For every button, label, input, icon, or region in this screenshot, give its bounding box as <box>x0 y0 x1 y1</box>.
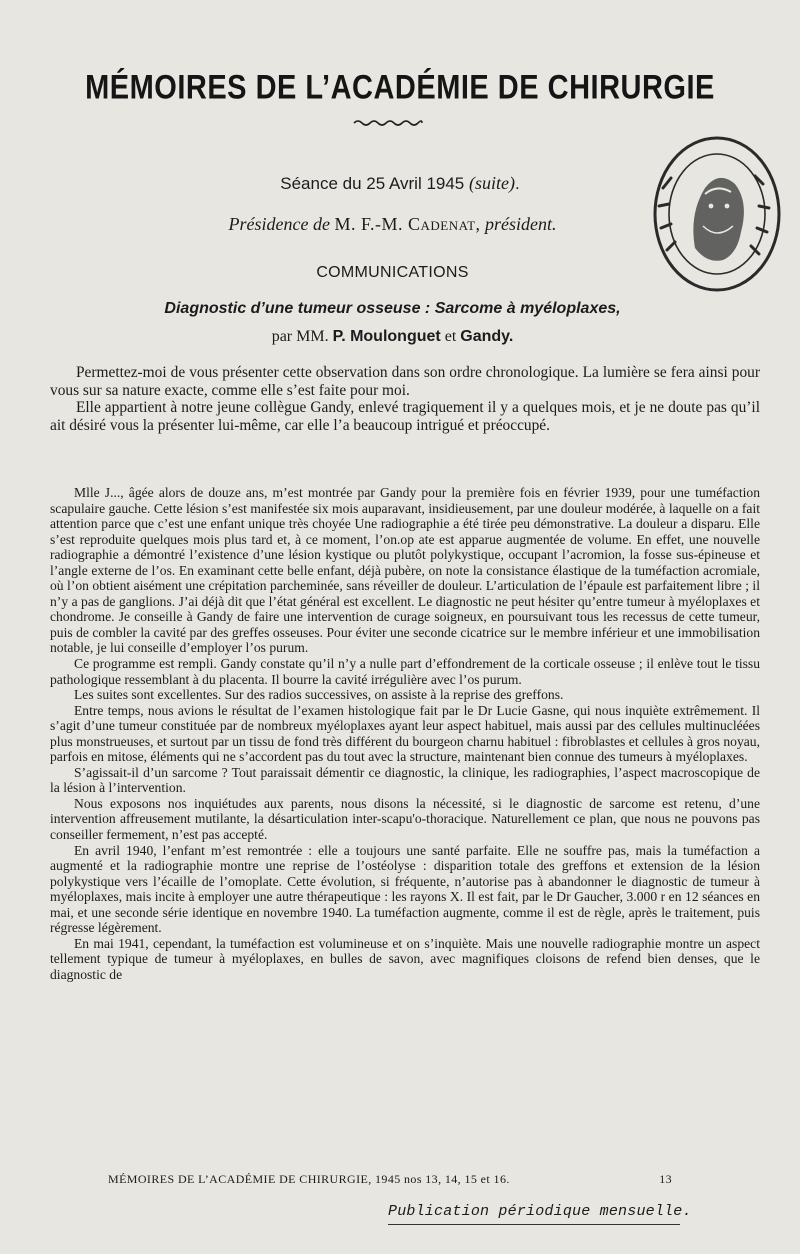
body-paragraph: Nous exposons nos inquiétudes aux parents, nous disons la nécessité, si le diagnostic de sarcome est retenu, d’une intervention affreusement mutilante, la désarticulation inter-scapu'o-thoracique. Naturellement ce plan, que nous ne pouvons pas conseiller fermement, n’est pas accepté. <box>50 795 760 843</box>
president-name: M. F.-M. Cadenat, <box>334 214 481 234</box>
president-role: président. <box>485 214 557 234</box>
running-footer <box>108 1172 788 1187</box>
body-paragraph: S’agissait-il d’un sarcome ? Tout paraissait démentir ce diagnostic, la clinique, les radiographies, l’aspect macroscopique de la lésion à l’intervention. <box>50 764 760 796</box>
footer-series: MÉMOIRES DE L’ACADÉMIE DE CHIRURGIE, 1945 nos 13, 14, 15 et 16. <box>108 1172 510 1186</box>
authors-prefix: par MM. <box>271 328 329 345</box>
journal-title: MÉMOIRES DE L’ACADÉMIE DE CHIRURGIE <box>85 69 715 107</box>
author-gandy: Gandy. <box>460 328 514 345</box>
intro-text <box>50 364 760 434</box>
body-paragraph: En avril 1940, l’enfant m’est remontrée : elle a toujours une santé parfaite. Elle ne souffre pas, mais la tuméfaction a augmenté et la radiographie montre une reprise de l’ostéolyse : disparition totale des greffons et extension de la lésion polykystique vers l’écaille de l’omoplate. Cette évolution, si fréquente, n’autorise pas à abandonner le diagnostic de tumeur à myéloplaxes, mais incite à employer une autre thérapeutique : les rayons X. Il est fait, par le Dr Gaucher, 3.000 r en 12 séances en mai, et une seconde série identique en novembre 1940. La tuméfaction augmente, comme il est de règle, après le traitement, puis régresse légèrement. <box>50 842 760 936</box>
body-paragraph: Mlle J..., âgée alors de douze ans, m’est montrée par Gandy pour la première fois en février 1939, pour une tuméfaction scapulaire gauche. Cette lésion s’est manifestée six mois auparavant, insidieusement, par une douleur modérée, à laquelle on a fait attention parce que c’est une enfant unique très choyée Une radiographie a été tirée peu démonstrative. La douleur a disparu. Elle s’est reproduite quelques mois plus tard et, à ce moment, l’on.op ate est apparue augmentée de volume. En effet, une nouvelle radiographie a démontré l’existence d’une lésion kystique ou plutôt polykystique, occupant l’acromion, la fosse sus-épineuse et l’angle externe de l’os. En examinant cette belle enfant, déjà pubère, on note la consistance élastique de la tuméfaction acromiale, où l’on obtient aisément une crépitation parcheminée, sans réveiller de douleur. L’articulation de l’épaule est parfaitement libre ; il n’y a pas de ganglions. J’ai déjà dit que l’état général est excellent. Le diagnostic ne peut hésiter qu’entre tumeur à myéloplaxes et chondrome. Je conseille à Gandy de faire une intervention de curage soigneux, en poursuivant tous les recessus de cette tumeur, puis de combler la cavité par des greffes osseuses. Pour éviter une seconde cicatrice sur le membre inférieur et une immobilisation notable, je lui conseille d’employer l’os purum. <box>50 485 760 656</box>
body-paragraph: Entre temps, nous avions le résultat de l’examen histologique fait par le Dr Lucie Gasne, qui nous inquiète extrêmement. Il s’agit d’une tumeur constituée par de nombreux myéloplaxes ayant leur aspect habituel, mais aussi par des cellules multinucléées plus monstrueuses, et surtout par un tissu de fond très différent du bourgeon charnu habituel : fibroblastes et cellules à gros noyau, parfois en mitose, éléments qui ne s’accordent pas du tout avec la structure, maintenant bien connue des tumeurs à myéloplaxes. <box>50 702 760 765</box>
intro-paragraph: Elle appartient à notre jeune collègue Gandy, enlevé tragiquement il y a quelques mois, et je ne doute pas qu’il ait désiré vous la présenter lui-même, car elle l’a beaucoup intrigué et préoccupé. <box>50 399 760 434</box>
body-text <box>50 485 760 983</box>
session-date: Séance du 25 Avril 1945 <box>280 174 465 193</box>
authors-conjunction: et <box>444 328 457 345</box>
intro-paragraph: Permettez-moi de vous présenter cette observation dans son ordre chronologique. La lumière se fera ainsi pour vous sur sa nature exacte, comme elle s’est faite pour moi. <box>50 364 760 399</box>
author-moulonguet: P. Moulonguet <box>332 328 441 345</box>
session-suite: (suite) <box>469 173 515 193</box>
presidence-label: Présidence de <box>228 214 330 234</box>
publication-note: Publication périodique mensuelle. <box>388 1203 692 1220</box>
session-period: . <box>514 174 520 193</box>
body-paragraph: En mai 1941, cependant, la tuméfaction est volumineuse et on s’inquiète. Mais une nouvelle radiographie montre un aspect tellement typique de tumeur à myéloplaxes, en bulles de savon, avec magnifiques cloisons de refend bien denses, que le diagnostic de <box>50 935 760 982</box>
library-stamp-seal <box>645 128 785 296</box>
page-number: 13 <box>659 1172 672 1186</box>
publication-underline <box>388 1224 680 1225</box>
body-paragraph: Ce programme est rempli. Gandy constate qu’il n’y a nulle part d’effondrement de la corticale osseuse ; il enlève tout le tissu pathologique ressemblant à du placenta. Il bourre la cavité irrégulière avec l’os purum. <box>50 656 760 687</box>
title-ornament <box>352 118 424 128</box>
body-paragraph: Les suites sont excellentes. Sur des radios successives, on assiste à la reprise des greffons. <box>74 687 564 703</box>
article-title: Diagnostic d’une tumeur osseuse : Sarcome à myéloplaxes, <box>164 300 621 317</box>
article-authors <box>0 328 785 346</box>
section-heading: COMMUNICATIONS <box>316 264 469 281</box>
